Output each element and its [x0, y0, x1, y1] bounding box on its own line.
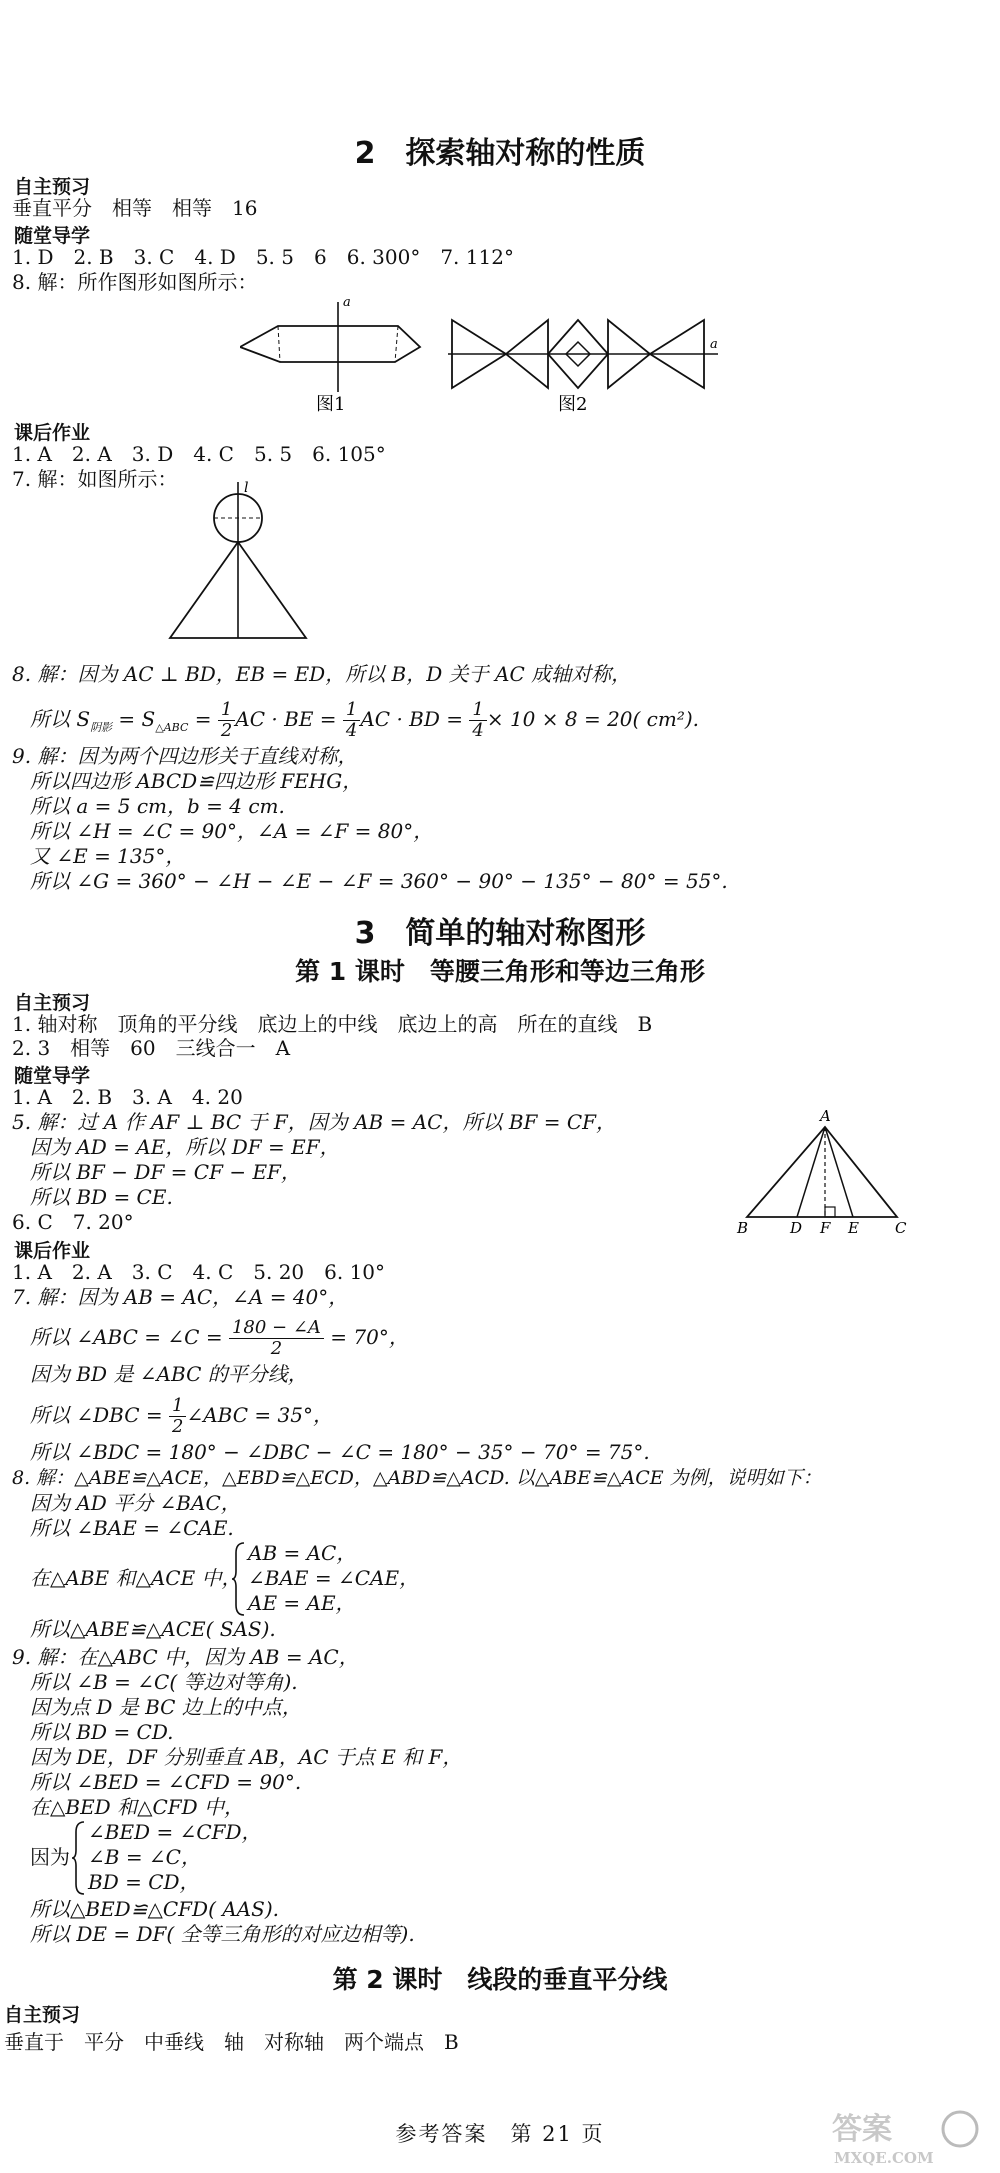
heading-zzyx: 自主预习	[14, 176, 91, 198]
answer-line: 8. 解：所作图形如图所示：	[12, 270, 258, 294]
brace-line: BD = CD，	[88, 1870, 200, 1894]
formula-line: 所以 ∠ABC = ∠C = $\frac{180 - \angle A}{2}$ = 70°，	[30, 1317, 409, 1359]
answer-line: 垂直平分 相等 相等 16	[12, 196, 258, 220]
answer-line: 1. D 2. B 3. C 4. D 5. 5 6 6. 300° 7. 112°	[12, 245, 514, 269]
answer-line: 所以△BED≌△CFD( AAS).	[30, 1897, 279, 1921]
answer-line: 因为 BD 是 ∠ABC 的平分线，	[30, 1362, 308, 1386]
formula-line: 所以 ∠DBC = $\frac{1}{2}$ ∠ABC = 35°，	[30, 1395, 333, 1437]
heading-stdx: 随堂导学	[14, 1065, 91, 1087]
label-a: a	[343, 295, 351, 310]
answer-line: 8. 解：△ABE≌△ACE，△EBD≌△ECD，△ABD≌△ACD. 以△ABE≌△ACE 为例，说明如下：	[12, 1467, 822, 1489]
answer-line: 7. 解：因为 AB = AC，∠A = 40°，	[12, 1285, 349, 1309]
vertex-b: B	[737, 1219, 749, 1235]
section-title: 2 探索轴对称的性质	[354, 136, 646, 171]
formula-line: 所以 $S_{阴影} = S_{\triangle ABC}$ = $\frac{1}{2}$ AC · BE = $\frac{1}{4}$ AC · BD = $\frac{1}{4}$ × 10 × 8 = 20( cm²).	[30, 699, 700, 741]
answer-line: 1. A 2. B 3. A 4. 20	[12, 1085, 243, 1109]
answer-line: 所以 ∠B = ∠C( 等边对等角).	[30, 1670, 298, 1694]
fig1-caption: 图1	[316, 394, 346, 415]
label-l: l	[244, 480, 249, 496]
heading-zzyx: 自主预习	[14, 992, 91, 1014]
answer-line: 因为 DE，DF 分别垂直 AB，AC 于点 E 和 F，	[30, 1745, 463, 1769]
triangle-figure	[735, 1105, 910, 1235]
svg-text:答案: 答案	[832, 2112, 892, 2147]
answer-line: 所以 ∠G = 360° − ∠H − ∠E − ∠F = 360° − 90° − 135° − 80° = 55°.	[30, 869, 728, 893]
answer-line: 因为	[30, 1845, 70, 1869]
page-footer: 参考答案 第 21 页	[395, 2122, 605, 2146]
lesson-title: 第 2 课时 线段的垂直平分线	[332, 1965, 668, 1994]
segment-ad	[797, 1127, 825, 1217]
answer-line: 所以△ABE≌△ACE( SAS).	[30, 1617, 276, 1641]
right-angle-mark	[825, 1207, 835, 1217]
lesson-title: 第 1 课时 等腰三角形和等边三角形	[295, 957, 705, 986]
answer-line: 所以四边形 ABCD≌四边形 FEHG，	[30, 769, 363, 793]
fig1-dash	[278, 326, 280, 362]
brace-line: ∠B = ∠C，	[88, 1845, 201, 1869]
answer-line: 1. A 2. A 3. D 4. C 5. 5 6. 105°	[12, 442, 386, 466]
section-title: 3 简单的轴对称图形	[354, 916, 646, 951]
answer-line: 9. 解：在△ABC 中，因为 AB = AC，	[12, 1645, 359, 1669]
segment-ae	[825, 1127, 853, 1217]
answer-line: 所以 ∠BAE = ∠CAE.	[30, 1516, 234, 1540]
answer-line: 所以 DE = DF( 全等三角形的对应边相等).	[30, 1922, 415, 1946]
answer-line: 1. A 2. A 3. C 4. C 5. 20 6. 10°	[12, 1260, 386, 1284]
answer-line: 1. 轴对称 顶角的平分线 底边上的中线 底边上的高 所在的直线 B	[12, 1012, 653, 1036]
fig1-shape	[240, 326, 420, 362]
answer-line: 所以 ∠BDC = 180° − ∠DBC − ∠C = 180° − 35° − 70° = 75°.	[30, 1440, 650, 1464]
brace-line: AE = AE，	[248, 1591, 356, 1615]
vertex-e: E	[848, 1219, 859, 1235]
brace-icon	[232, 1541, 246, 1617]
watermark-logo	[832, 2105, 982, 2171]
brace-line: ∠BED = ∠CFD，	[88, 1820, 262, 1844]
answer-line: 6. C 7. 20°	[12, 1210, 134, 1234]
answer-line: 所以 BD = CD.	[30, 1720, 174, 1744]
heading-stdx: 随堂导学	[14, 225, 91, 247]
fig1-dash	[395, 326, 398, 362]
q7-figure	[160, 470, 320, 640]
answer-line: 在△BED 和△CFD 中，	[30, 1795, 245, 1819]
answer-line: 所以 ∠H = ∠C = 90°，∠A = ∠F = 80°，	[30, 819, 434, 843]
watermark-icon	[832, 2105, 982, 2167]
answer-line: 在△ABE 和△ACE 中，	[30, 1566, 242, 1590]
svg-text:MXQE.COM: MXQE.COM	[834, 2149, 934, 2167]
answer-line: 7. 解：如图所示：	[12, 467, 178, 491]
brace-icon	[72, 1820, 86, 1896]
brace-line: AB = AC，	[248, 1541, 357, 1565]
vertex-a: A	[820, 1107, 831, 1125]
answer-line: 5. 解：过 A 作 AF ⊥ BC 于 F，因为 AB = AC，所以 BF = CF，	[12, 1110, 617, 1134]
answer-line: 因为 AD = AE，所以 DF = EF，	[30, 1135, 340, 1159]
heading-khzy: 课后作业	[14, 422, 91, 444]
answer-line: 所以 BF − DF = CF − EF，	[30, 1160, 301, 1184]
answer-line: 所以 BD = CE.	[30, 1185, 173, 1209]
symmetry-figures	[240, 290, 720, 418]
triangle-abc	[747, 1127, 897, 1217]
vertex-c: C	[895, 1219, 907, 1235]
vertex-f: F	[820, 1219, 831, 1235]
answer-line: 又 ∠E = 135°，	[30, 844, 186, 868]
answer-line: 因为点 D 是 BC 边上的中点，	[30, 1695, 302, 1719]
answer-line: 因为 AD 平分 ∠BAC，	[30, 1491, 241, 1515]
answer-line: 2. 3 相等 60 三线合一 A	[12, 1036, 291, 1060]
heading-khzy: 课后作业	[14, 1240, 91, 1262]
answer-line: 9. 解：因为两个四边形关于直线对称，	[12, 744, 358, 768]
answer-line: 所以 a = 5 cm，b = 4 cm.	[30, 794, 285, 818]
heading-zzyx: 自主预习	[4, 2004, 81, 2026]
answer-line: 8. 解：因为 AC ⊥ BD，EB = ED，所以 B，D 关于 AC 成轴对称，	[12, 662, 632, 686]
answer-line: 所以 ∠BED = ∠CFD = 90°.	[30, 1770, 302, 1794]
answer-line: 垂直于 平分 中垂线 轴 对称轴 两个端点 B	[4, 2030, 459, 2054]
fig2-caption: 图2	[558, 394, 588, 415]
brace-line: ∠BAE = ∠CAE，	[248, 1566, 420, 1590]
label-a: a	[710, 337, 718, 352]
vertex-d: D	[790, 1219, 803, 1235]
